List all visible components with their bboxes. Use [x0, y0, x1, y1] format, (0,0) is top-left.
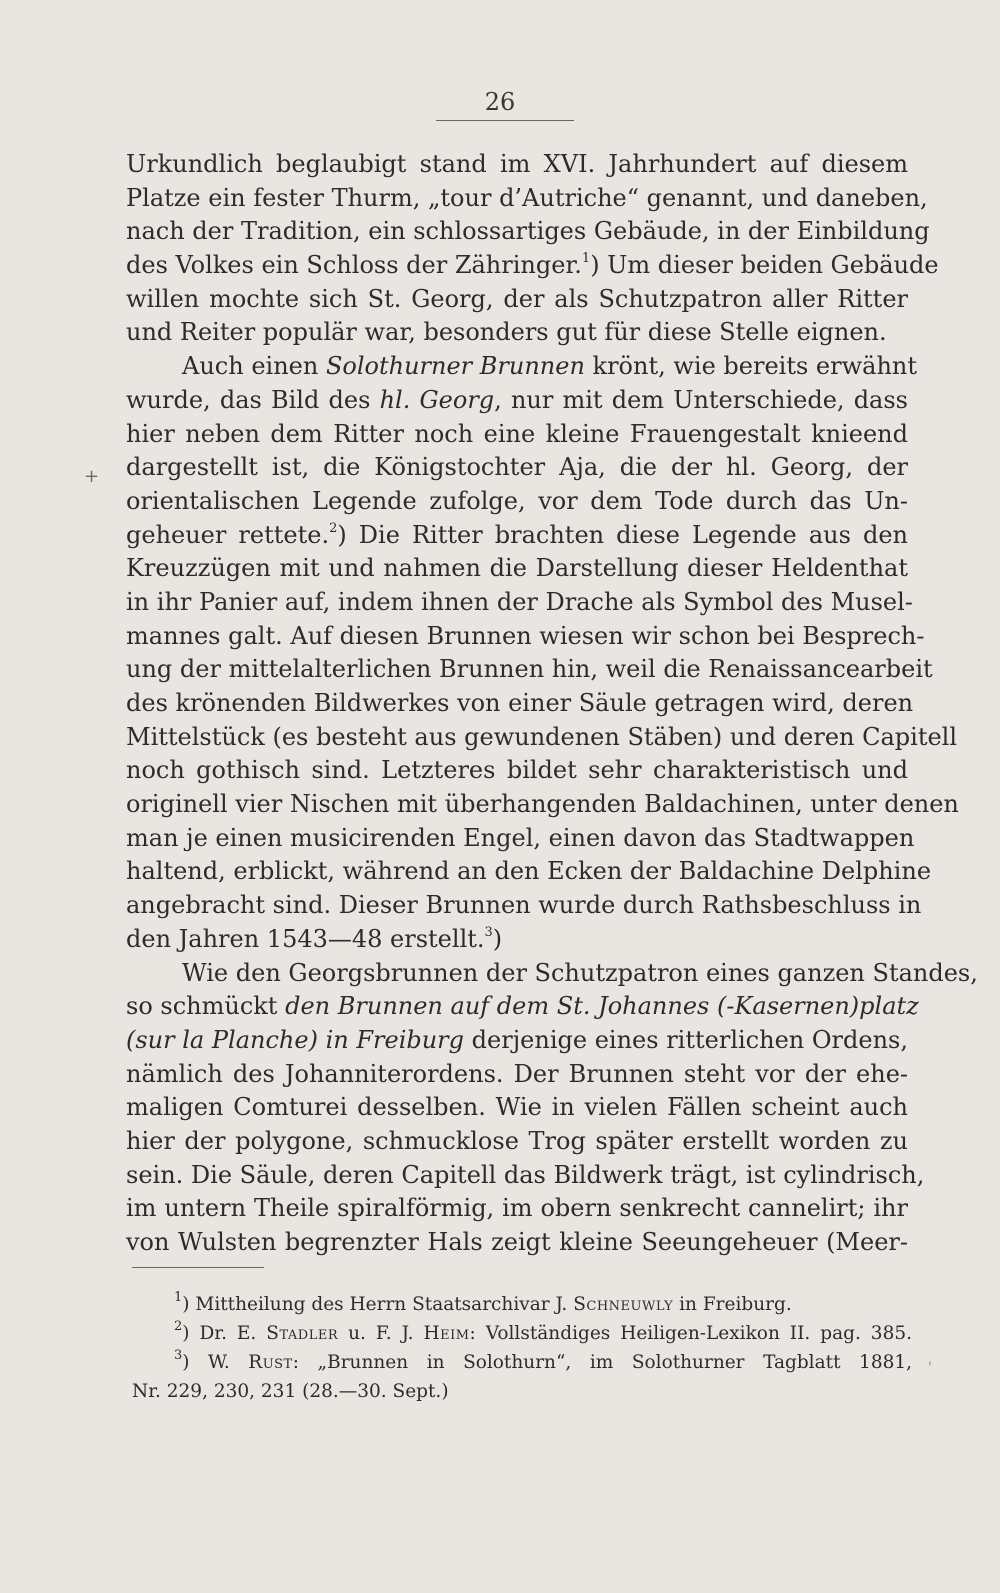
- text-run: ) Um dieser beiden Gebäude: [590, 251, 939, 280]
- text-run: Urkundlich beglaubigt stand im XVI. Jahrhundert auf diesem: [126, 150, 908, 178]
- text-run: dargestellt ist, die Königstochter Aja, die der hl. Georg, der: [126, 453, 908, 482]
- text-run: geheuer rettete.: [126, 520, 330, 549]
- text-line: [126, 249, 939, 283]
- emphasized-text: (sur la Planche) in Freiburg: [126, 1025, 465, 1054]
- footnote-line: [132, 1290, 912, 1319]
- text-run: : Vollständiges Heiligen-Lexikon II. pag. 385.: [469, 1323, 912, 1344]
- text-line: [126, 552, 908, 586]
- text-run: in Freiburg.: [673, 1294, 792, 1315]
- text-run: sein. Die Säule, deren Capitell das Bildwerk trägt, ist cylindrisch,: [126, 1160, 925, 1189]
- text-line: [126, 754, 908, 788]
- text-run: Platze ein fester Thurm, „tour d’Autriche“ genannt, und daneben,: [126, 183, 928, 212]
- text-line: [126, 822, 915, 856]
- text-line: [126, 1192, 908, 1226]
- footnote-rule: [132, 1267, 264, 1268]
- footnote-ref: 2: [174, 1318, 183, 1334]
- text-line: [126, 451, 908, 485]
- margin-mark: +: [84, 466, 100, 487]
- text-line: [126, 316, 908, 350]
- text-run: ) Mittheilung des Herrn Staatsarchivar J.: [182, 1294, 574, 1315]
- footnote-line: [132, 1319, 912, 1348]
- text-run: des krönenden Bildwerkes von einer Säule getragen wird, deren: [126, 689, 914, 717]
- text-run: Auch einen: [182, 352, 326, 381]
- text-run: den Jahren 1543—48 erstellt.: [126, 924, 485, 953]
- text-line: [126, 990, 919, 1024]
- text-run: man je einen musicirenden Engel, einen davon das Stadtwappen: [126, 823, 915, 852]
- text-run: ): [492, 924, 503, 953]
- text-line: [126, 1125, 908, 1159]
- text-run: so schmückt: [126, 992, 286, 1021]
- text-line: [126, 182, 928, 216]
- footnote-line: [132, 1348, 912, 1377]
- text-run: des Volkes ein Schloss der Zähringer.: [126, 251, 582, 280]
- text-run: nach der Tradition, ein schlossartiges Gebäude, in der Einbildung: [126, 217, 930, 246]
- text-line: [126, 384, 908, 418]
- footnotes: [132, 1290, 912, 1406]
- text-run: nämlich des Johanniterordens. Der Brunnen steht vor der ehe-: [126, 1059, 908, 1088]
- text-run: ung der mittelalterlichen Brunnen hin, weil die Renaissancearbeit: [126, 655, 933, 684]
- text-line: [126, 923, 908, 957]
- text-line: [126, 1024, 908, 1058]
- text-run: Nr. 229, 230, 231 (28.—30. Sept.): [132, 1381, 449, 1402]
- footnote-ref: 3: [174, 1347, 183, 1363]
- text-line: [126, 350, 918, 384]
- text-line: [126, 788, 959, 822]
- text-run: ) Die Ritter brachten diese Legende aus den: [337, 520, 908, 549]
- text-line: [126, 1058, 908, 1092]
- footnote-line: [132, 1377, 912, 1406]
- text-line: [126, 620, 925, 654]
- text-line: [126, 519, 908, 553]
- text-line: [126, 586, 913, 620]
- text-run: wurde, das Bild des: [126, 385, 380, 414]
- text-line: [126, 889, 922, 923]
- text-run: Wie den Georgsbrunnen der Schutzpatron eines ganzen Standes,: [182, 958, 978, 987]
- text-run: noch gothisch sind. Letzteres bildet sehr charakteristisch und: [126, 756, 908, 785]
- text-line: [126, 957, 978, 991]
- text-run: , nur mit dem Unterschiede, dass: [494, 385, 908, 414]
- text-run: und Reiter populär war, besonders gut für diese Stelle eignen.: [126, 318, 887, 347]
- text-line: [126, 855, 932, 889]
- text-run: in ihr Panier auf, indem ihnen der Drache als Symbol des Musel-: [126, 587, 913, 616]
- text-run: willen mochte sich St. Georg, der als Schutzpatron aller Ritter: [126, 284, 908, 313]
- page-number: 26: [484, 88, 516, 116]
- body-text: [126, 148, 978, 1260]
- small-caps-name: Stadler: [266, 1323, 339, 1344]
- emphasized-text: Solothurner Brunnen: [325, 352, 585, 381]
- text-line: [126, 418, 908, 452]
- text-run: Mittelstück (es besteht aus gewundenen Stäben) und deren Capitell: [126, 722, 958, 751]
- footnote-ref: 2: [329, 520, 338, 536]
- text-run: hier neben dem Ritter noch eine kleine Frauengestalt knieend: [126, 419, 908, 448]
- small-caps-name: Schneuwly: [573, 1294, 674, 1315]
- text-run: mannes galt. Auf diesen Brunnen wiesen wir schon bei Besprech-: [126, 621, 925, 650]
- header-rule: [436, 120, 574, 121]
- small-caps-name: Rust: [248, 1352, 293, 1373]
- text-run: von Wulsten begrenzter Hals zeigt kleine Seeungeheuer (Meer-: [126, 1228, 908, 1256]
- footnote-ref: 3: [484, 924, 493, 940]
- text-run: haltend, erblickt, während an den Ecken der Baldachine Delphine: [126, 857, 932, 886]
- margin-mark-right: ': [928, 1360, 932, 1376]
- small-caps-name: Heim: [423, 1323, 470, 1344]
- text-line: [126, 721, 958, 755]
- text-run: maligen Comturei desselben. Wie in vielen Fällen scheint auch: [126, 1093, 908, 1122]
- text-run: Kreuzzügen mit und nahmen die Darstellung dieser Heldenthat: [126, 554, 908, 583]
- text-run: : „Brunnen in Solothurn“, im Solothurner Tagblatt 1881,: [292, 1352, 913, 1373]
- text-line: [126, 283, 908, 317]
- text-line: [126, 687, 914, 721]
- text-line: [126, 485, 908, 519]
- text-line: [126, 215, 930, 249]
- emphasized-text: hl. Georg: [379, 385, 495, 414]
- text-run: im untern Theile spiralförmig, im obern senkrecht cannelirt; ihr: [126, 1194, 908, 1223]
- text-run: angebracht sind. Dieser Brunnen wurde durch Rathsbeschluss in: [126, 891, 922, 920]
- text-line: [126, 653, 933, 687]
- text-run: derjenige eines ritterlichen Ordens,: [464, 1025, 908, 1054]
- text-line: [126, 148, 908, 182]
- text-line: [126, 1226, 908, 1260]
- text-run: ) Dr. E.: [182, 1323, 267, 1344]
- footnote-ref: 1: [581, 251, 591, 267]
- text-run: originell vier Nischen mit überhangenden Baldachinen, unter denen: [126, 790, 959, 819]
- text-run: orientalischen Legende zufolge, vor dem Tode durch das Un-: [126, 486, 908, 515]
- text-run: u. F. J.: [338, 1323, 424, 1344]
- emphasized-text: den Brunnen auf dem St. Johannes (-Kasernen)platz: [285, 992, 919, 1021]
- footnote-ref: 1: [174, 1289, 183, 1305]
- text-run: ) W.: [182, 1352, 249, 1373]
- text-line: [126, 1091, 908, 1125]
- text-line: [126, 1159, 925, 1193]
- text-run: hier der polygone, schmucklose Trog später erstellt worden zu: [126, 1126, 908, 1155]
- text-run: krönt, wie bereits erwähnt: [584, 352, 918, 381]
